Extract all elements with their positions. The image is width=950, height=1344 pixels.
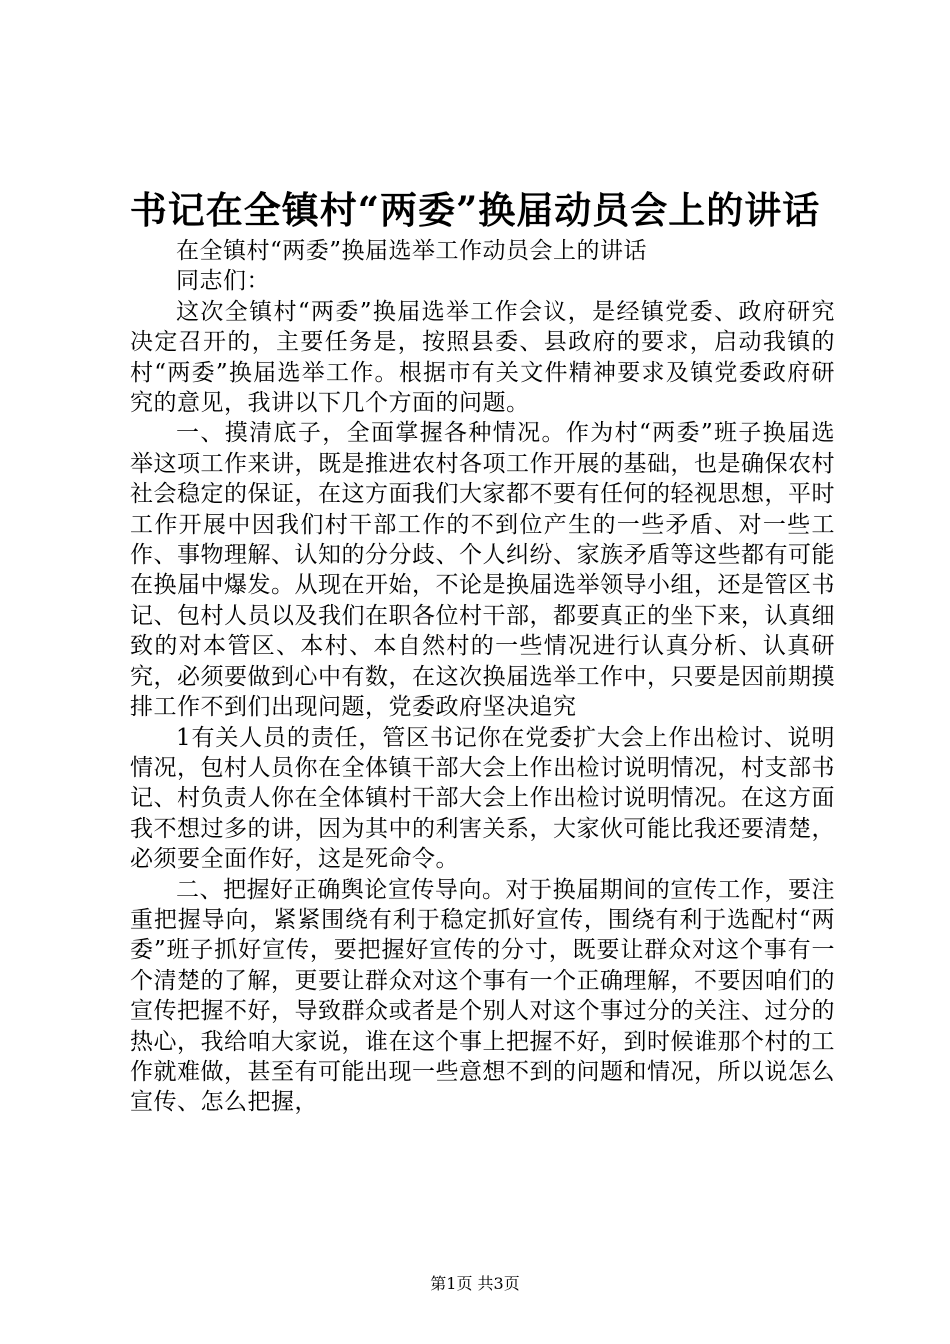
- page-number-footer: 第1页 共3页: [430, 1274, 520, 1293]
- paragraph-responsibility: 1有关人员的责任，管区书记你在党委扩大会上作出检讨、说明情况，包村人员你在全体镇干部大会上作出检讨说明情况，村支部书记、村负责人你在全体镇村干部大会上作出检讨说明情况。在这方面我不想过多的讲，因为其中的利害关系，大家伙可能比我还要清楚，必须要全面作好，这是死命令。: [130, 724, 835, 873]
- paragraph-section-two: 二、把握好正确舆论宣传导向。对于换届期间的宣传工作，要注重把握导向，紧紧围绕有利于稳定抓好宣传，围绕有利于选配村“两委”班子抓好宣传，要把握好宣传的分寸，既要让群众对这个事有一个清楚的了解，更要让群众对这个事有一个正确理解，不要因咱们的宣传把握不好，导致群众或者是个别人对这个事过分的关注、过分的热心，我给咱大家说，谁在这个事上把握不好，到时候谁那个村的工作就难做，甚至有可能出现一些意想不到的问题和情况，所以说怎么宣传、怎么把握，: [130, 876, 835, 1116]
- paragraph-section-one: 一、摸清底子，全面掌握各种情况。作为村“两委”班子换届选举这项工作来讲，既是推进农村各项工作开展的基础，也是确保农村社会稳定的保证，在这方面我们大家都不要有任何的轻视思想，平时工作开展中因我们村干部工作的不到位产生的一些矛盾、对一些工作、事物理解、认知的分分歧、个人纠纷、家族矛盾等这些都有可能在换届中爆发。从现在开始，不论是换届选举领导小组，还是管区书记、包村人员以及我们在职各位村干部，都要真正的坐下来，认真细致的对本管区、本村、本自然村的一些情况进行认真分析、认真研究，必须要做到心中有数，在这次换届选举工作中，只要是因前期摸排工作不到们出现问题，党委政府坚决追究: [130, 420, 835, 721]
- document-body: [130, 236, 835, 1118]
- speech-subtitle: 在全镇村“两委”换届选举工作动员会上的讲话: [176, 238, 648, 264]
- document-title: 书记在全镇村“两委”换届动员会上的讲话: [129, 188, 821, 232]
- greeting: 同志们：: [176, 268, 270, 295]
- paragraph-intro: 这次全镇村“两委”换届选举工作会议，是经镇党委、政府研究决定召开的，主要任务是，按照县委、县政府的要求，启动我镇的村“两委”换届选举工作。根据市有关文件精神要求及镇党委政府研究的意见，我讲以下几个方面的问题。: [130, 298, 835, 417]
